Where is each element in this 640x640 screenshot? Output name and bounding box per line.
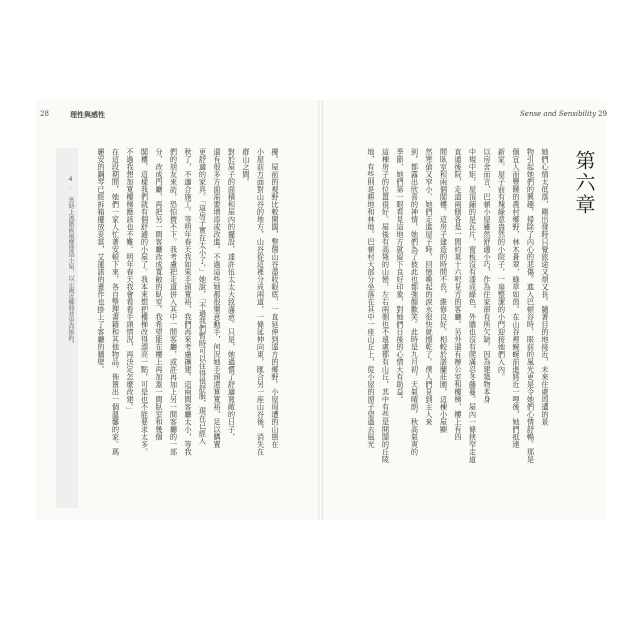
text-column: 直通後院，走道兩側各是一間約莫十六呎見方的客廳。另外還有辦公室和樓梯，樓上有四 <box>454 148 463 441</box>
text-column: 中規中矩，屋頂鋪的是瓦片，窗板沒有漆成綠色，外牆也沒有爬滿忍冬藤蔓。屋內一條狹窄走道 <box>468 148 478 463</box>
text-column: 個宜人而豐饒的農村鄉野，林木蒼翠，綠草如茵。在山谷裡蜿蜒前進將近一哩後，她們抵達 <box>512 148 521 448</box>
text-column: 在這段期間，她們一家人忙著安頓下來，各自整理書籍和其他物品，佈置出一個溫馨的家。瑪 <box>111 148 121 456</box>
right-running-title: Sense and Sensibility <box>520 110 597 118</box>
text-column: 擾。屋前的視野比較開闊，整個山谷盡收眼底，一直延伸到遠方的鄉野。小屋周遭的山巒在 <box>271 148 280 448</box>
text-column: 間臥室和兩個閣樓。這房子建造的時間不長，維修良好。相較於諾蘭莊園，這棟小屋顯 <box>439 148 449 433</box>
text-column: 不過我想加寬樓梯應該也不難。明年春天我會看看手頭情況，再決定怎麼改建。」 <box>126 148 135 415</box>
text-column: 以房舍而言，巴頓小屋雖然舒適小巧，作為住家卻有所欠缺。因為建築物本身 <box>483 148 492 403</box>
chapter-heading: 第六章 <box>572 150 596 216</box>
right-page <box>322 100 607 520</box>
text-column: 她們心情太低落，剛出發時只覺旅途又煩又長。隨著目的地接近，未來住處周遭的景 <box>541 148 550 426</box>
left-page-number: 28 <box>40 110 49 118</box>
right-page-number: 29 <box>598 110 607 118</box>
book-gutter <box>318 100 323 520</box>
text-column: 這棟房子的位置很好。屋後有高聳的山巒，左右兩側也不遠處都有山丘，其中有些是開闊的丘陵 <box>381 148 391 463</box>
text-column: 更舒適的家具。「這房子實在太小了，」她說，「不過我們暫時可以住得很舒服，現在已經入 <box>198 148 208 445</box>
text-column: 到，都露出欣喜的神情，她們為了彼此也都強顏歡笑。此時是九月初，天氣晴朗，秋高氣爽的 <box>410 148 420 456</box>
text-column: 地，有些則是耕地和林地。巴頓村大部分坐落在其中一座山丘上，從小屋的窗子望過去風光 <box>367 148 376 448</box>
text-column: 們的朋友來訪，恐怕擠不下。我考慮把走道併入其中一間客廳，或許再加上另一間客廳的一部 <box>169 148 179 456</box>
text-column: 小屋前方面對山谷的地方，山谷從這裡分成兩道，一條延伸向東，匯合另一座山谷後，消失在 <box>256 148 266 456</box>
footnote: 4. 當時上流階級風靡建造小屋，以示親近鄉間並崇尚節約。 <box>67 176 74 347</box>
text-column: 分，改成門廳，再把另一間客廳改成寬敞的臥室。我希望能在樓上再加蓋一間臥室和幾個 <box>155 148 164 441</box>
left-running-title: 理性與感性 <box>70 111 105 119</box>
text-column: 還有很多方面需要增添或改進。不過這些她都很樂意動手，何況她手頭還算寬裕，足以購置 <box>213 148 222 448</box>
text-column: 群山之間。 <box>242 148 251 186</box>
text-column: 對於屋子的面積和屋內的擺設，達許伍太太大致滿意。只是，她過慣了舒適寬敞的日子， <box>227 148 237 441</box>
text-column: 秋了，不適合施工。等明年春天我如果手頭寬裕，我們再來考慮擴建。這兩間客廳太小，等我 <box>184 148 193 456</box>
text-column: 閣樓，這樣我們就有個舒適的小屋了。我本來想把樓梯改得漂亮一點，可是也不能要求太多。 <box>140 148 150 456</box>
text-column: 物引起她們的興趣，掃除了內心的悲傷。進入巴頓谷時，眼前的風光更是令她們心情舒暢。那是 <box>526 148 536 463</box>
text-column: 麗安的鋼琴已經拆箱擺放妥當，艾蓮諾的畫作也掛上了客廳的牆壁。 <box>97 148 106 373</box>
text-column: 然寒傖又窄小。她們走進屋子時，回憶喚起的淚水很快就擦乾了。僕人們見到主人來 <box>425 148 434 426</box>
text-column: 季節，她們第一眼看見這地方就留下良好印象，對她們日後的心情大有助益。 <box>396 148 405 403</box>
text-column: 新家。屋子前有塊綠意盎然的小院子，一扇整潔的小門迎接她們入內。 <box>497 148 507 381</box>
